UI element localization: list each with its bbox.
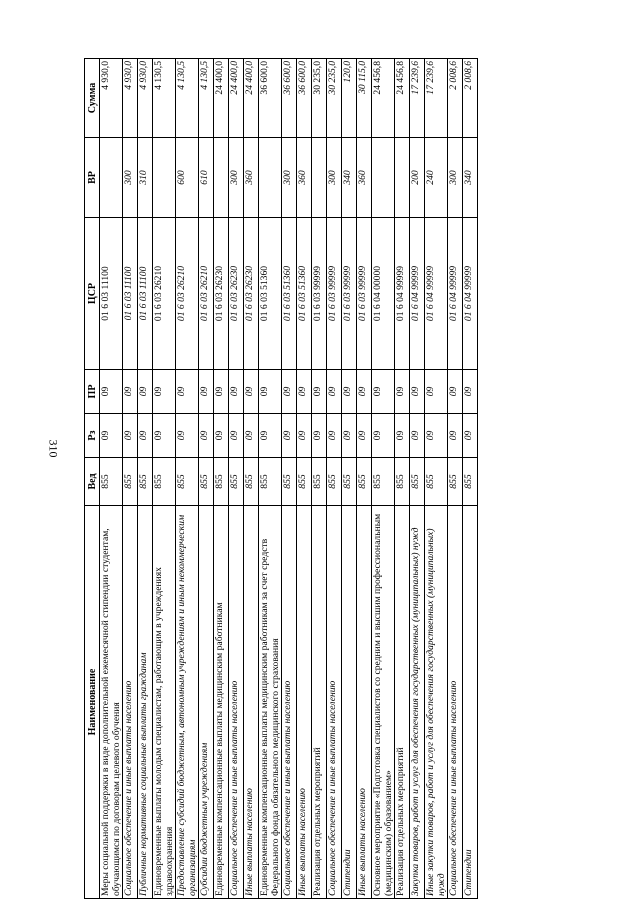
cell-ved: 855 (123, 458, 138, 506)
table-row (153, 59, 176, 899)
table-row (297, 59, 312, 899)
cell-csr: 01 6 04 99999 (463, 218, 478, 370)
cell-rz: 09 (214, 414, 229, 458)
cell-vr: 360 (244, 138, 259, 218)
cell-rz: 09 (138, 414, 153, 458)
cell-ved: 855 (342, 458, 357, 506)
cell-vr: 300 (282, 138, 297, 218)
table-row (425, 59, 448, 899)
cell-rz: 09 (244, 414, 259, 458)
cell-rz: 09 (410, 414, 425, 458)
cell-csr: 01 6 04 00000 (372, 218, 395, 370)
cell-vr: 200 (410, 138, 425, 218)
cell-rz: 09 (342, 414, 357, 458)
header-csr: ЦСР (85, 218, 100, 370)
cell-sum: 36 600,0 (282, 59, 297, 138)
cell-name: Социальное обеспечение и иные выплаты населению (229, 506, 244, 899)
cell-csr: 01 6 03 26230 (214, 218, 229, 370)
cell-vr: 600 (176, 138, 199, 218)
cell-pr: 09 (138, 370, 153, 414)
cell-sum: 24 400,0 (244, 59, 259, 138)
cell-vr (259, 138, 282, 218)
cell-ved: 855 (282, 458, 297, 506)
table-row (327, 59, 342, 899)
cell-csr: 01 6 03 26230 (244, 218, 259, 370)
cell-ved: 855 (100, 458, 123, 506)
cell-sum: 30 235,0 (312, 59, 327, 138)
cell-csr: 01 6 03 26210 (153, 218, 176, 370)
cell-ved: 855 (297, 458, 312, 506)
cell-vr: 360 (357, 138, 372, 218)
cell-vr: 340 (463, 138, 478, 218)
cell-rz: 09 (229, 414, 244, 458)
cell-name: Единовременные компенсационные выплаты медицинским работникам за счет средств Федерального фонда обязательного медицинского страхования (259, 506, 282, 899)
cell-name: Иные закупки товаров, работ и услуг для обеспечения государственных (муниципальных) нужд (425, 506, 448, 899)
cell-ved: 855 (395, 458, 410, 506)
cell-csr: 01 6 04 99999 (448, 218, 463, 370)
cell-pr: 09 (410, 370, 425, 414)
cell-rz: 09 (100, 414, 123, 458)
table-row (176, 59, 199, 899)
cell-vr: 310 (138, 138, 153, 218)
cell-ved: 855 (138, 458, 153, 506)
table-row (123, 59, 138, 899)
cell-pr: 09 (357, 370, 372, 414)
cell-sum: 4 130,5 (199, 59, 214, 138)
cell-rz: 09 (312, 414, 327, 458)
cell-name: Меры социальной поддержки в виде дополнительной ежемесячной стипендии студентам, обучающимся по договорам целевого обучения (100, 506, 123, 899)
cell-pr: 09 (463, 370, 478, 414)
cell-csr: 01 6 04 99999 (410, 218, 425, 370)
table-row (259, 59, 282, 899)
cell-rz: 09 (153, 414, 176, 458)
header-ved: Вед (85, 458, 100, 506)
cell-name: Иные выплаты населению (297, 506, 312, 899)
table-row (214, 59, 229, 899)
cell-sum: 4 930,0 (100, 59, 123, 138)
cell-vr: 300 (448, 138, 463, 218)
cell-name: Единовременные выплаты молодым специалистам, работающим в учреждениях здравоохранения (153, 506, 176, 899)
cell-name: Субсидии бюджетным учреждениям (199, 506, 214, 899)
header-name: Наименование (85, 506, 100, 899)
cell-csr: 01 6 03 26230 (229, 218, 244, 370)
cell-rz: 09 (259, 414, 282, 458)
cell-name: Иные выплаты населению (244, 506, 259, 899)
header-vr: ВР (85, 138, 100, 218)
table-row (244, 59, 259, 899)
cell-vr (100, 138, 123, 218)
table-row (463, 59, 478, 899)
cell-pr: 09 (229, 370, 244, 414)
cell-vr: 300 (229, 138, 244, 218)
cell-pr: 09 (244, 370, 259, 414)
cell-pr: 09 (395, 370, 410, 414)
page-number: 310 (46, 439, 61, 458)
cell-pr: 09 (153, 370, 176, 414)
cell-rz: 09 (282, 414, 297, 458)
cell-ved: 855 (312, 458, 327, 506)
cell-sum: 24 400,0 (229, 59, 244, 138)
table-row (229, 59, 244, 899)
cell-vr (395, 138, 410, 218)
cell-ved: 855 (357, 458, 372, 506)
cell-pr: 09 (100, 370, 123, 414)
cell-vr (214, 138, 229, 218)
cell-rz: 09 (327, 414, 342, 458)
cell-sum: 17 239,6 (425, 59, 448, 138)
cell-ved: 855 (463, 458, 478, 506)
cell-ved: 855 (327, 458, 342, 506)
cell-csr: 01 6 04 99999 (425, 218, 448, 370)
cell-ved: 855 (153, 458, 176, 506)
cell-pr: 09 (259, 370, 282, 414)
cell-csr: 01 6 03 11100 (123, 218, 138, 370)
cell-ved: 855 (448, 458, 463, 506)
cell-sum: 36 600,0 (259, 59, 282, 138)
cell-ved: 855 (372, 458, 395, 506)
cell-vr: 300 (123, 138, 138, 218)
cell-sum: 30 115,0 (357, 59, 372, 138)
cell-sum: 4 930,0 (138, 59, 153, 138)
cell-rz: 09 (448, 414, 463, 458)
cell-pr: 09 (176, 370, 199, 414)
cell-ved: 855 (259, 458, 282, 506)
header-sum: Сумма (85, 59, 100, 138)
cell-name: Социальное обеспечение и иные выплаты населению (282, 506, 297, 899)
cell-name: Социальное обеспечение и иные выплаты населению (448, 506, 463, 899)
cell-csr: 01 6 04 99999 (395, 218, 410, 370)
cell-csr: 01 6 03 26210 (199, 218, 214, 370)
cell-sum: 120,0 (342, 59, 357, 138)
header-pr: ПР (85, 370, 100, 414)
cell-rz: 09 (395, 414, 410, 458)
cell-csr: 01 6 03 51360 (282, 218, 297, 370)
cell-rz: 09 (463, 414, 478, 458)
table-row (312, 59, 327, 899)
table-row (357, 59, 372, 899)
cell-rz: 09 (357, 414, 372, 458)
cell-rz: 09 (297, 414, 312, 458)
cell-name: Иные выплаты населению (357, 506, 372, 899)
cell-sum: 17 239,6 (410, 59, 425, 138)
cell-ved: 855 (199, 458, 214, 506)
cell-pr: 09 (297, 370, 312, 414)
cell-name: Предоставление субсидий бюджетным, автономным учреждениям и иным некоммерческим организациям (176, 506, 199, 899)
cell-pr: 09 (327, 370, 342, 414)
cell-name: Социальное обеспечение и иные выплаты населению (123, 506, 138, 899)
cell-sum: 30 235,0 (327, 59, 342, 138)
cell-sum: 36 600,0 (297, 59, 312, 138)
cell-sum: 2 008,6 (448, 59, 463, 138)
cell-name: Основное мероприятие «Подготовка специалистов со средним и высшим профессиональным (медицинским) образованием» (372, 506, 395, 899)
cell-rz: 09 (199, 414, 214, 458)
cell-pr: 09 (425, 370, 448, 414)
cell-ved: 855 (410, 458, 425, 506)
table-row (448, 59, 463, 899)
cell-sum: 24 400,0 (214, 59, 229, 138)
table-row (138, 59, 153, 899)
cell-vr (312, 138, 327, 218)
cell-sum: 2 008,6 (463, 59, 478, 138)
cell-name: Социальное обеспечение и иные выплаты населению (327, 506, 342, 899)
cell-ved: 855 (229, 458, 244, 506)
cell-name: Публичные нормативные социальные выплаты гражданам (138, 506, 153, 899)
cell-sum: 24 456,8 (372, 59, 395, 138)
cell-csr: 01 6 03 99999 (357, 218, 372, 370)
table-row (199, 59, 214, 899)
cell-csr: 01 6 03 99999 (327, 218, 342, 370)
cell-sum: 4 130,5 (176, 59, 199, 138)
cell-csr: 01 6 03 11100 (100, 218, 123, 370)
cell-pr: 09 (342, 370, 357, 414)
table-row (282, 59, 297, 899)
cell-rz: 09 (372, 414, 395, 458)
cell-name: Стипендии (342, 506, 357, 899)
rotated-page (84, 59, 630, 899)
cell-ved: 855 (214, 458, 229, 506)
cell-vr (153, 138, 176, 218)
table-header-row (85, 59, 100, 899)
table-row (395, 59, 410, 899)
cell-sum: 4 130,5 (153, 59, 176, 138)
cell-pr: 09 (448, 370, 463, 414)
cell-pr: 09 (214, 370, 229, 414)
table-row (372, 59, 395, 899)
cell-rz: 09 (123, 414, 138, 458)
cell-pr: 09 (123, 370, 138, 414)
cell-pr: 09 (282, 370, 297, 414)
cell-name: Закупка товаров, работ и услуг для обеспечения государственных (муниципальных) нужд (410, 506, 425, 899)
header-rz: Рз (85, 414, 100, 458)
cell-csr: 01 6 03 51360 (259, 218, 282, 370)
cell-sum: 4 930,0 (123, 59, 138, 138)
cell-name: Единовременные компенсационные выплаты медицинским работникам (214, 506, 229, 899)
cell-sum: 24 456,8 (395, 59, 410, 138)
cell-ved: 855 (176, 458, 199, 506)
cell-vr: 240 (425, 138, 448, 218)
cell-csr: 01 6 03 51360 (297, 218, 312, 370)
table-row (342, 59, 357, 899)
cell-csr: 01 6 03 26210 (176, 218, 199, 370)
cell-csr: 01 6 03 11100 (138, 218, 153, 370)
cell-vr: 610 (199, 138, 214, 218)
cell-vr: 340 (342, 138, 357, 218)
cell-name: Реализация отдельных мероприятий (312, 506, 327, 899)
cell-vr: 360 (297, 138, 312, 218)
cell-ved: 855 (425, 458, 448, 506)
cell-csr: 01 6 03 99999 (342, 218, 357, 370)
table-row (100, 59, 123, 899)
table-body (100, 59, 478, 899)
cell-csr: 01 6 03 99999 (312, 218, 327, 370)
cell-pr: 09 (312, 370, 327, 414)
cell-rz: 09 (425, 414, 448, 458)
cell-rz: 09 (176, 414, 199, 458)
cell-name: Стипендии (463, 506, 478, 899)
cell-ved: 855 (244, 458, 259, 506)
cell-vr (372, 138, 395, 218)
cell-pr: 09 (199, 370, 214, 414)
budget-table (84, 58, 478, 899)
cell-name: Реализация отдельных мероприятий (395, 506, 410, 899)
cell-pr: 09 (372, 370, 395, 414)
table-row (410, 59, 425, 899)
cell-vr: 300 (327, 138, 342, 218)
